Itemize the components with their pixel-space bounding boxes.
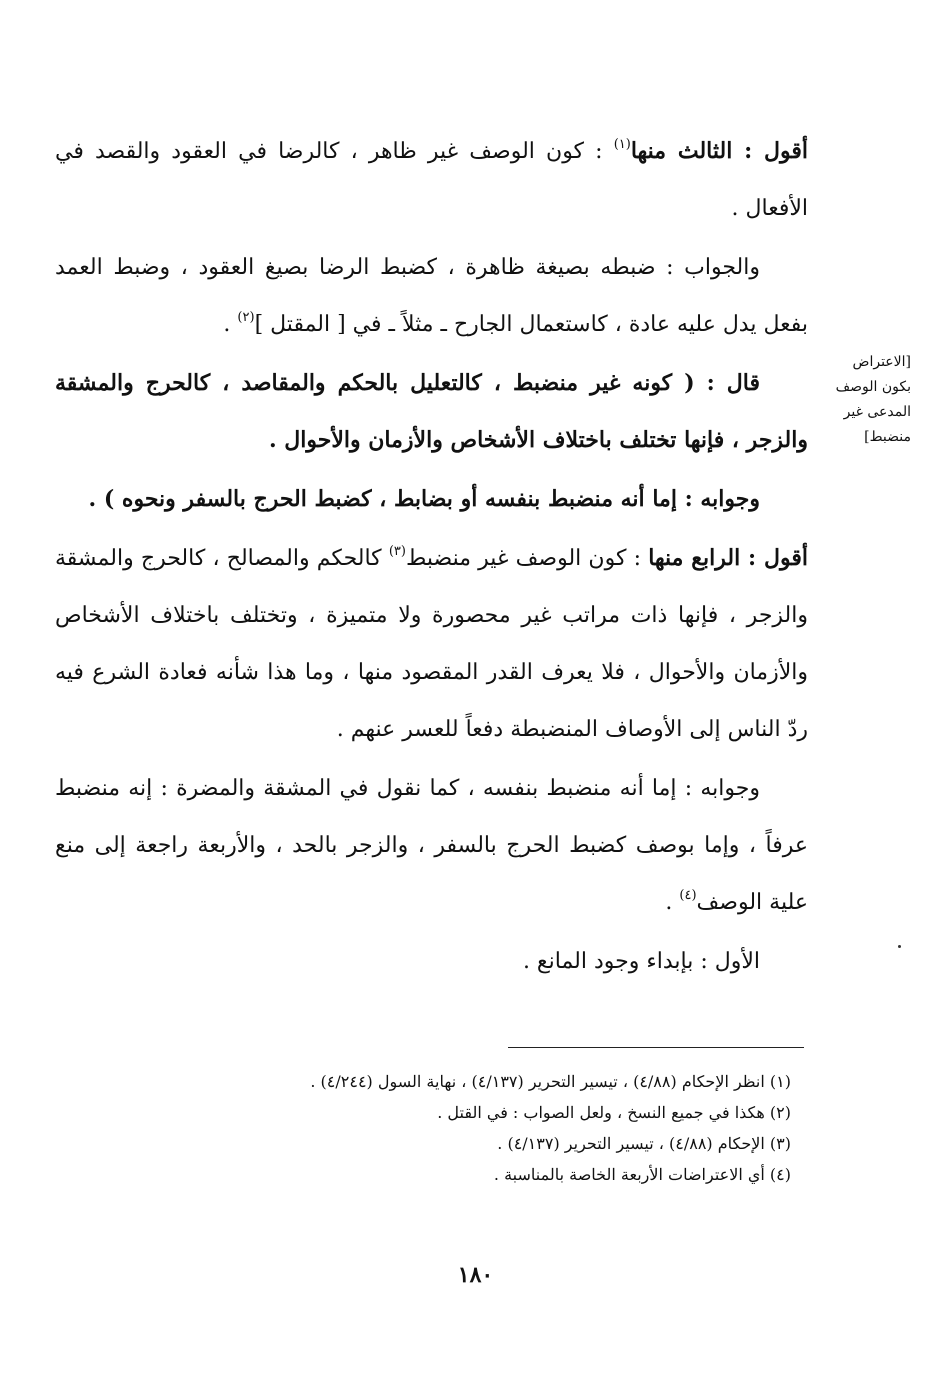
paragraph-answer-third bbox=[55, 239, 808, 353]
footnote-2: (٢) هكذا في جميع النسخ ، ولعل الصواب : في القتل . bbox=[437, 1103, 791, 1122]
paragraph-quote: قال : ( كونه غير منضبط ، كالتعليل بالحكم والمقاصد ، كالحرج والمشقة والزجر ، فإنها تختلف باختلاف الأشخاص والأزمان والأحوال . bbox=[55, 370, 808, 453]
footnote-1: (١) انظر الإحكام (٤/٨٨) ، تيسير التحرير (٤/١٣٧) ، نهاية السول (٤/٢٤٤) . bbox=[310, 1072, 791, 1091]
paragraph-text: : كون الوصف غير ظاهر ، كالرضا في العقود والقصد في الأفعال . bbox=[55, 139, 808, 221]
paragraph-fourth bbox=[55, 530, 808, 758]
main-text bbox=[55, 123, 808, 990]
paragraph-third bbox=[55, 123, 808, 237]
margin-note-line: [الاعتراض bbox=[852, 354, 911, 370]
stray-dot bbox=[898, 945, 901, 948]
paragraph-lead: أقول : الثالث منها bbox=[630, 138, 809, 164]
paragraph-lead: أقول : الرابع منها bbox=[648, 545, 808, 571]
paragraph-answer-fourth bbox=[55, 760, 808, 931]
paragraph-text: وجوابه : إما أنه منضبط بنفسه ، كما نقول في المشقة والمضرة : إنه منضبط عرفاً ، وإما بوصف كضبط الحرج بالسفر ، والزجر بالحد ، والأربعة راجعة إلى منع علية الوصف bbox=[55, 776, 808, 915]
paragraph-text-mid: : كون الوصف غير منضبط bbox=[405, 546, 649, 571]
paragraph-first: الأول : بإبداء وجود المانع . bbox=[522, 949, 760, 974]
margin-note bbox=[819, 350, 911, 450]
footnote-4: (٤) أي الاعتراضات الأربعة الخاصة بالمناسبة . bbox=[493, 1165, 791, 1184]
footnote-3: (٣) الإحكام (٤/٨٨) ، تيسير التحرير (٤/١٣٧) . bbox=[497, 1134, 791, 1153]
paragraph-text: كالحكم والمصالح ، كالحرج والمشقة والزجر ، فإنها ذات مراتب غير محصورة ولا متميزة ، وتختلف باختلاف الأشخاص والأزمان والأحوال ، فلا يعرف القدر المقصود منها ، وما هذا شأنه فعادة الشرع فيه ردّ الناس إلى الأوصاف المنضبطة دفعاً للعسر عنهم . bbox=[55, 546, 808, 742]
footnote-ref-1[interactable]: (١) bbox=[613, 137, 631, 152]
paragraph-text: والجواب : ضبطه بصيغة ظاهرة ، كضبط الرضا بصيغ العقود ، وضبط العمد بفعل يدل عليه عادة ، كاستعمال الجارح ـ مثلاً ـ في [ المقتل ] bbox=[55, 255, 808, 337]
footnote-separator bbox=[508, 1047, 804, 1048]
margin-note-line: المدعى غير bbox=[843, 404, 911, 420]
footnotes bbox=[120, 1066, 791, 1190]
page-number: ١٨٠ bbox=[457, 1262, 494, 1288]
paragraph-tail: . bbox=[665, 890, 680, 915]
paragraph-tail: . bbox=[223, 312, 238, 337]
margin-note-line: منضبط] bbox=[864, 429, 911, 445]
margin-note-line: بكون الوصف bbox=[835, 379, 911, 395]
footnote-ref-3[interactable]: (٣) bbox=[388, 544, 406, 559]
footnote-ref-2[interactable]: (٢) bbox=[237, 310, 255, 325]
paragraph-quote-answer: وجوابه : إما أنه منضبط بنفسه أو بضابط ، كضبط الحرج بالسفر ونحوه ) . bbox=[88, 486, 760, 512]
footnote-ref-4[interactable]: (٤) bbox=[679, 888, 697, 903]
